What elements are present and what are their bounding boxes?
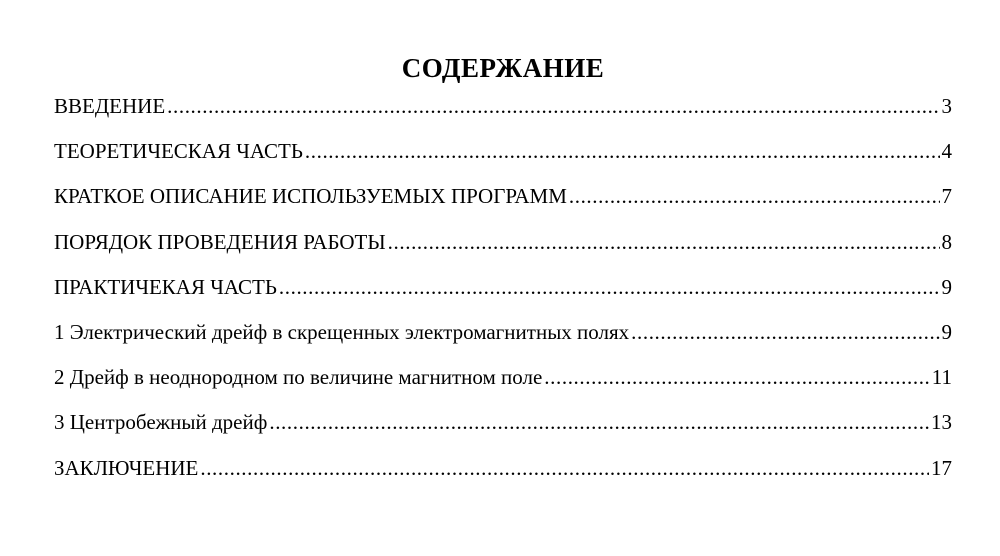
toc-entry-page: 7 [941, 184, 952, 209]
toc-list [54, 94, 952, 501]
toc-entry [54, 184, 952, 229]
toc-entry-page: 17 [931, 455, 952, 480]
toc-dot-leader [279, 275, 940, 300]
toc-entry-page: 4 [941, 139, 952, 164]
toc-entry-page: 13 [931, 410, 952, 435]
toc-entry [54, 94, 952, 139]
toc-entry-label: 3 Центробежный дрейф [54, 410, 268, 435]
toc-dot-leader [569, 184, 940, 209]
toc-title: СОДЕРЖАНИЕ [401, 53, 605, 83]
toc-entry [54, 365, 952, 410]
toc-entry-page: 9 [941, 274, 952, 299]
toc-dot-leader [269, 410, 929, 435]
toc-entry [54, 275, 952, 320]
toc-entry-label: КРАТКОЕ ОПИСАНИЕ ИСПОЛЬЗУЕМЫХ ПРОГРАММ [54, 184, 567, 209]
toc-dot-leader [167, 94, 939, 119]
toc-entry-page: 3 [941, 94, 952, 118]
toc-entry-page: 11 [931, 365, 952, 390]
toc-dot-leader [200, 456, 929, 481]
toc-entry-label: ВВЕДЕНИЕ [54, 94, 166, 118]
toc-entry-label: ПРАКТИЧЕКАЯ ЧАСТЬ [54, 274, 277, 299]
toc-dot-leader [388, 230, 940, 255]
toc-entry-label: ЗАКЛЮЧЕНИЕ [54, 455, 199, 480]
toc-dot-leader [544, 365, 929, 390]
toc-entry-label: 1 Электрический дрейф в скрещенных электромагнитных полях [54, 319, 630, 344]
toc-entry-label: ПОРЯДОК ПРОВЕДЕНИЯ РАБОТЫ [54, 229, 386, 254]
toc-entry-label: 2 Дрейф в неоднородном по величине магнитном поле [54, 365, 543, 390]
toc-entry [54, 456, 952, 501]
toc-entry [54, 320, 952, 365]
toc-entry [54, 410, 952, 455]
toc-entry-label: ТЕОРЕТИЧЕСКАЯ ЧАСТЬ [54, 139, 303, 164]
toc-entry [54, 139, 952, 184]
toc-entry-page: 9 [941, 319, 952, 344]
toc-entry [54, 230, 952, 275]
toc-dot-leader [631, 320, 939, 345]
toc-entry-page: 8 [941, 229, 952, 254]
toc-dot-leader [305, 139, 940, 164]
